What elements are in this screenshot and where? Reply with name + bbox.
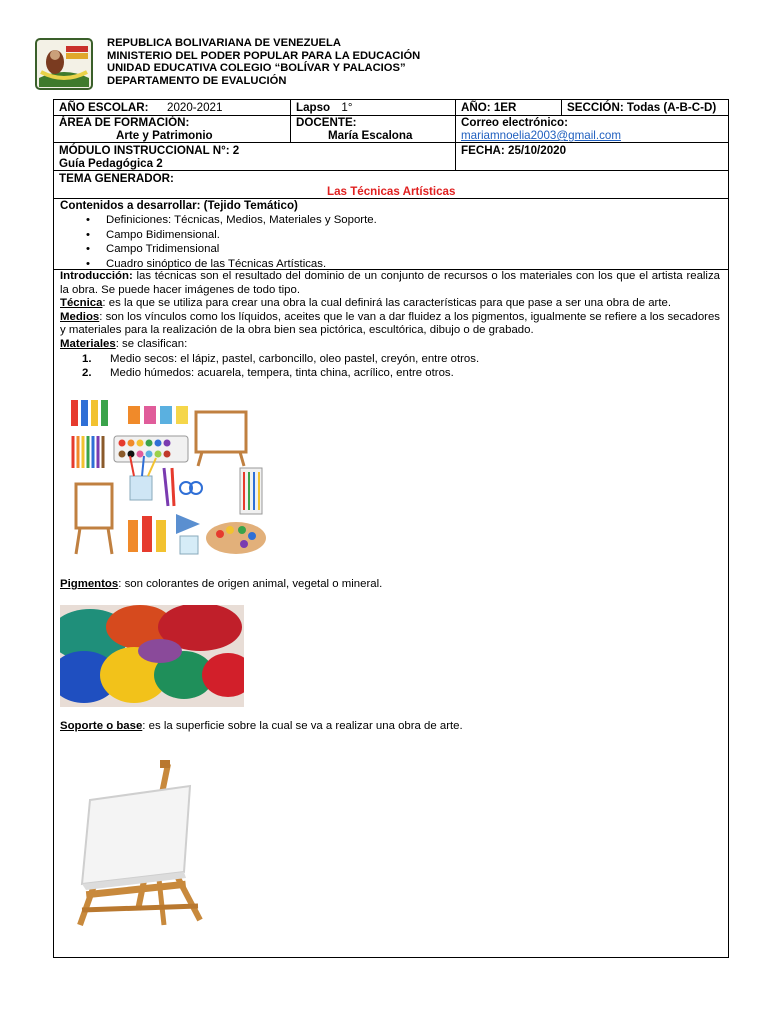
- technique-label: Técnica: [60, 297, 103, 310]
- support-label: Soporte o base: [60, 720, 143, 732]
- header-line-republic: REPUBLICA BOLIVARIANA DE VENEZUELA: [107, 37, 341, 49]
- item-number: 2.: [82, 367, 92, 380]
- school-year-label: AÑO ESCOLAR:: [59, 101, 149, 114]
- section-cell: SECCIÓN: Todas (A-B-C-D): [561, 100, 728, 115]
- header-line-department: DEPARTAMENTO DE EVALUCIÓN: [107, 74, 287, 87]
- item-number: 1.: [82, 352, 92, 365]
- intro-label: Introducción:: [60, 270, 133, 282]
- row-area: [54, 116, 728, 143]
- teacher-cell: [290, 116, 455, 142]
- list-item: • Cuadro sinóptico de las Técnicas Artísticas.: [106, 257, 377, 272]
- easel-canvas-image: [68, 760, 218, 930]
- school-year-value: 2020-2021: [167, 101, 223, 114]
- lapso-cell: [290, 100, 455, 115]
- row-module: [54, 143, 728, 171]
- guide-body: [60, 270, 720, 381]
- media-label: Medios: [60, 310, 100, 323]
- email-label: Correo electrónico:: [461, 116, 568, 129]
- module-label: MÓDULO INSTRUCCIONAL N°: 2: [59, 144, 240, 157]
- pigments-label: Pigmentos: [60, 578, 119, 590]
- header-line-ministry: MINISTERIO DEL PODER POPULAR PARA LA EDUCACIÓN: [107, 49, 421, 62]
- guide-frame: [53, 99, 729, 958]
- date-cell: FECHA: 25/10/2020: [455, 143, 728, 170]
- item-text: Medio húmedos: acuarela, tempera, tinta china, acrílico, entre otros.: [110, 367, 454, 380]
- intro-paragraph: [60, 270, 720, 297]
- materials-text: : se clasifican:: [115, 337, 188, 350]
- module-cell: [54, 143, 455, 170]
- materials-label: Materiales: [60, 337, 116, 350]
- teacher-label: DOCENTE:: [296, 116, 357, 129]
- lapso-value: 1°: [341, 101, 353, 114]
- technique-paragraph: [60, 297, 720, 311]
- institution-header: [107, 37, 420, 87]
- pigments-image: [60, 605, 244, 707]
- support-text: : es la superficie sobre la cual se va a realizar una obra de arte.: [142, 720, 463, 732]
- teacher-value: María Escalona: [328, 129, 413, 142]
- list-item: • Campo Tridimensional: [106, 242, 377, 257]
- materials-list: [60, 352, 720, 381]
- list-item: • Definiciones: Técnicas, Medios, Materiales y Soporte.: [106, 213, 377, 228]
- contents-heading: Contenidos a desarrollar: (Tejido Temático): [60, 199, 298, 212]
- contents-list: [60, 213, 377, 271]
- list-item: • Campo Bidimensional.: [106, 228, 377, 243]
- school-year-cell: [54, 100, 290, 115]
- intro-text: las técnicas son el resultado del dominio de un conjunto de recursos o los materiales con los que el artista realiza la obra. Se puede hacer imágenes de todo tipo.: [60, 270, 720, 296]
- list-item: [82, 352, 720, 367]
- list-item: [82, 366, 720, 381]
- row-theme: [54, 171, 728, 199]
- support-paragraph: [60, 720, 720, 734]
- year-cell: AÑO: 1ER: [455, 100, 561, 115]
- pigments-text: : son colorantes de origen animal, vegetal o mineral.: [118, 578, 383, 590]
- media-text: : son los vínculos como los líquidos, aceites que le van a dar fluidez a los pigmentos, igualmente se refiere a los secadores y materiales para la realización de la obra bien sea pictórica, escultórica, dibujo o de grabado.: [60, 310, 720, 337]
- school-logo: [35, 38, 93, 90]
- area-label: ÁREA DE FORMACIÓN:: [59, 116, 190, 129]
- area-value: Arte y Patrimonio: [116, 129, 213, 142]
- header-line-school: UNIDAD EDUCATIVA COLEGIO “BOLÍVAR Y PALACIOS”: [107, 62, 406, 75]
- guide-label: Guía Pedagógica 2: [59, 157, 163, 170]
- lapso-label: Lapso: [296, 101, 331, 114]
- media-paragraph: [60, 311, 720, 338]
- item-text: Medio secos: el lápiz, pastel, carboncillo, oleo pastel, creyón, entre otros.: [110, 352, 480, 365]
- theme-title: Las Técnicas Artísticas: [327, 185, 456, 198]
- row-school-year: [54, 100, 728, 116]
- art-supplies-image: [68, 396, 268, 558]
- row-contents: [54, 199, 728, 270]
- technique-text: : es la que se utiliza para crear una obra la cual definirá las características para que pase a ser una obra de arte.: [102, 297, 672, 310]
- email-cell: [455, 116, 728, 142]
- area-cell: [54, 116, 290, 142]
- materials-paragraph: [60, 338, 720, 352]
- email-link[interactable]: mariamnoelia2003@gmail.com: [461, 129, 621, 142]
- theme-label: TEMA GENERADOR:: [59, 172, 174, 185]
- pigments-paragraph: [60, 578, 720, 592]
